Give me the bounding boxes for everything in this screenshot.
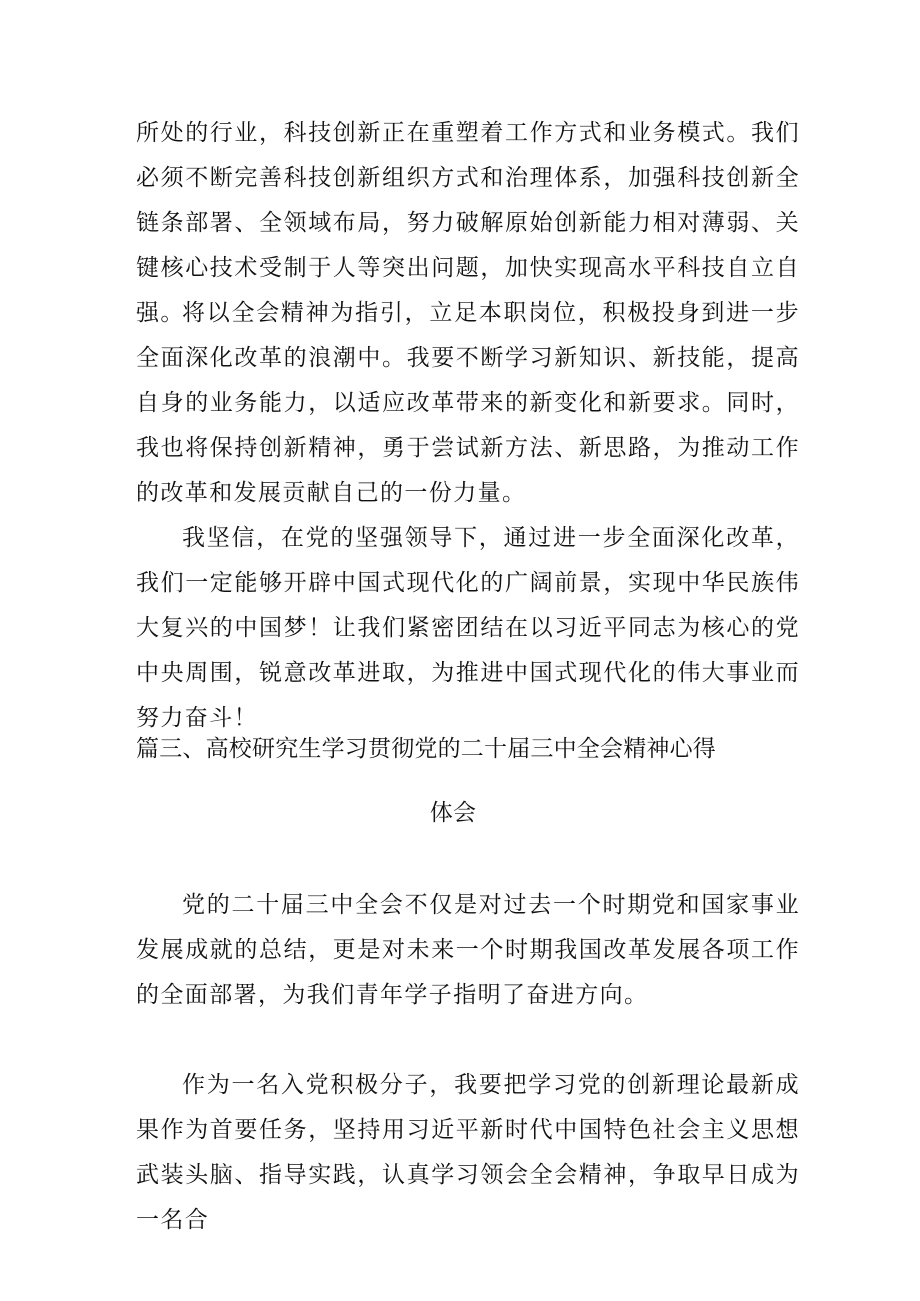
paragraph-party-activist: 作为一名入党积极分子，我要把学习党的创新理论最新成果作为首要任务，坚持用习近平新时代中国特色社会主义思想武装头脑、指导实践，认真学习领会全会精神，争取早日成为一名合: [136, 1072, 800, 1233]
section-heading-line1: 篇三、高校研究生学习贯彻党的二十届三中全会精神心得: [136, 736, 716, 762]
paragraph-plenum-summary: 党的二十届三中全会不仅是对过去一个时期党和国家事业发展成就的总结，更是对未来一个时期我国改革发展各项工作的全面部署，为我们青年学子指明了奋进方向。: [136, 892, 800, 1008]
section-heading: [136, 717, 800, 845]
section-heading-line2: 体会: [429, 800, 477, 826]
paragraph-job-commitment: 将以全会精神为指引，立足本职岗位，积极投身到进一步全面深化改革的浪潮中。我要不断学习新知识、新技能，提高自身的业务能力，以适应改革带来的新变化和新要求。同时，我也将保持创新精神，勇于尝试新方法、新思路，为推动工作的改革和发展贡献自己的一份力量。: [136, 300, 800, 506]
paragraph-tech-innovation: 所处的行业，科技创新正在重塑着工作方式和业务模式。我们必须不断完善科技创新组织方式和治理体系，加强科技创新全链条部署、全领域布局，努力破解原始创新能力相对薄弱、关键核心技术受制于人等突出问题，加快实现高水平科技自立自强。: [136, 120, 800, 326]
paragraph-conviction: 我坚信，在党的坚强领导下，通过进一步全面深化改革，我们一定能够开辟中国式现代化的广阔前景，实现中华民族伟大复兴的中国梦！让我们紧密团结在以习近平同志为核心的党中央周围，锐意改革进取，为推进中国式现代化的伟大事业而努力奋斗！: [136, 525, 800, 731]
